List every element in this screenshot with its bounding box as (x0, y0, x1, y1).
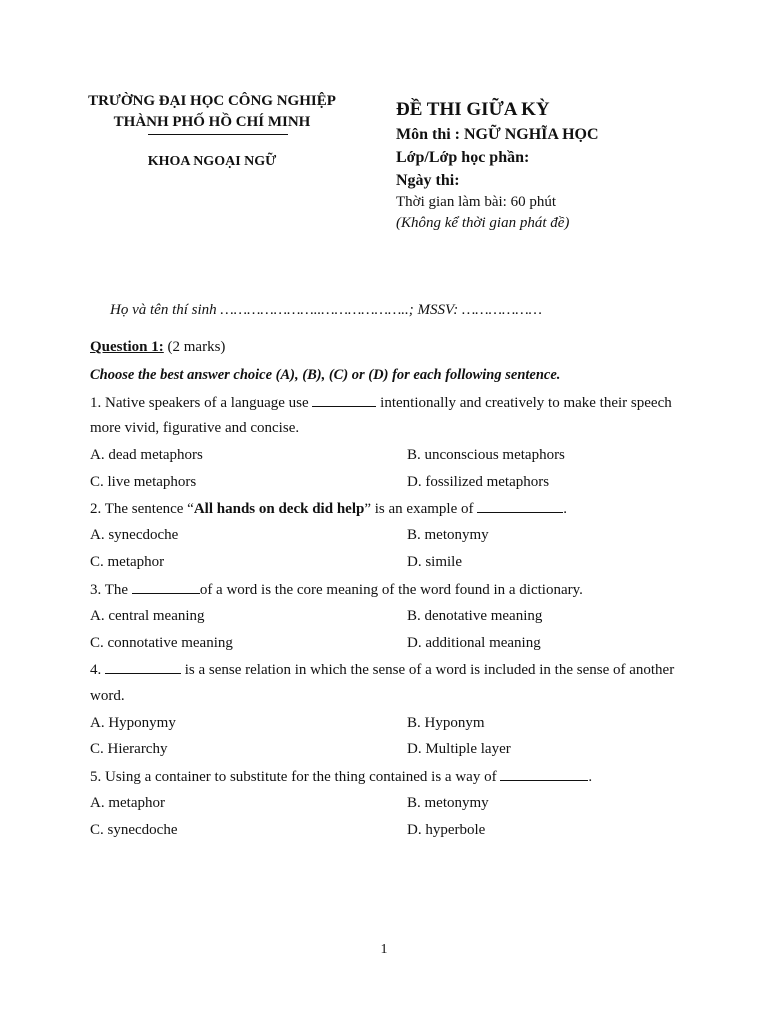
item-3-option-d: D. additional meaning (407, 635, 541, 651)
exam-duration-note: (Không kể thời gian phát đề) (396, 215, 570, 231)
item-2-option-a: A. synecdoche (90, 527, 179, 543)
item-1-option-d: D. fossilized metaphors (407, 474, 550, 490)
faculty-name: KHOA NGOẠI NGỮ (147, 154, 277, 169)
item-4-stem-cont: word. (90, 688, 125, 704)
answer-blank (500, 768, 588, 781)
item-3-option-a: A. central meaning (90, 608, 205, 624)
exam-title: ĐỀ THI GIỮA KỲ (396, 99, 550, 120)
item-3-option-c: C. connotative meaning (90, 635, 233, 651)
page-number: 1 (380, 942, 388, 957)
item-1-option-b: B. unconscious metaphors (407, 447, 565, 463)
item-4-option-d: D. Multiple layer (407, 741, 511, 757)
exam-duration: Thời gian làm bài: 60 phút (396, 194, 556, 210)
item-4-text-post: is a sense relation in which the sense of a word is included in the sense of another (181, 662, 675, 678)
item-1-stem-cont: more vivid, figurative and concise. (90, 420, 300, 436)
item-3-text-pre: 3. The (90, 582, 132, 598)
item-1-option-a: A. dead metaphors (90, 447, 203, 463)
class-label: Lớp/Lớp học phần: (396, 149, 530, 166)
item-1-option-c: C. live metaphors (90, 474, 197, 490)
exam-date-label: Ngày thi: (396, 172, 460, 189)
candidate-info-line: Họ và tên thí sinh …………………..………………..; MSSV: ……………… (110, 302, 542, 318)
item-4-option-c: C. Hierarchy (90, 741, 168, 757)
item-5-option-d: D. hyperbole (407, 822, 486, 838)
item-5-text-pre: 5. Using a container to substitute for the thing contained is a way of (90, 769, 501, 785)
item-2-option-d: D. simile (407, 554, 462, 570)
item-4-option-a: A. Hyponymy (90, 715, 176, 731)
header-divider (148, 134, 288, 135)
item-2-stem (90, 500, 567, 518)
question-label: Question 1: (90, 339, 164, 355)
item-2-option-b: B. metonymy (407, 527, 489, 543)
item-3-stem (90, 581, 583, 599)
item-1-stem (90, 394, 672, 412)
item-5-option-c: C. synecdoche (90, 822, 178, 838)
item-2-text-post: ” is an example of (364, 501, 478, 517)
item-4-stem (90, 661, 674, 679)
item-3-text-post: of a word is the core meaning of the word found in a dictionary. (199, 582, 583, 598)
item-2-option-c: C. metaphor (90, 554, 165, 570)
item-4-text-pre: 4. (90, 662, 105, 678)
answer-blank (477, 500, 563, 513)
item-3-option-b: B. denotative meaning (407, 608, 543, 624)
item-1-text-pre: 1. Native speakers of a language use (90, 395, 313, 411)
answer-blank (132, 581, 200, 594)
school-name-line1: TRƯỜNG ĐẠI HỌC CÔNG NGHIỆP (88, 93, 336, 109)
question-instruction: Choose the best answer choice (A), (B), (C) or (D) for each following sentence. (90, 367, 561, 383)
question-heading (90, 339, 225, 356)
answer-blank (105, 661, 181, 674)
item-5-stem (90, 768, 592, 786)
school-name-line2: THÀNH PHỐ HỒ CHÍ MINH (113, 114, 311, 130)
item-5-option-b: B. metonymy (407, 795, 489, 811)
item-5-option-a: A. metaphor (90, 795, 165, 811)
item-1-text-post: intentionally and creatively to make their speech (376, 395, 672, 411)
question-marks: (2 marks) (163, 339, 226, 355)
item-2-period: . (563, 501, 567, 517)
item-2-text-pre: 2. The sentence “ (90, 501, 194, 517)
item-2-quoted-sentence: All hands on deck did help (193, 501, 365, 517)
exam-subject: Môn thi : NGỮ NGHĨA HỌC (396, 126, 599, 143)
item-5-period: . (588, 769, 593, 785)
answer-blank (312, 394, 376, 407)
item-4-option-b: B. Hyponym (407, 715, 485, 731)
